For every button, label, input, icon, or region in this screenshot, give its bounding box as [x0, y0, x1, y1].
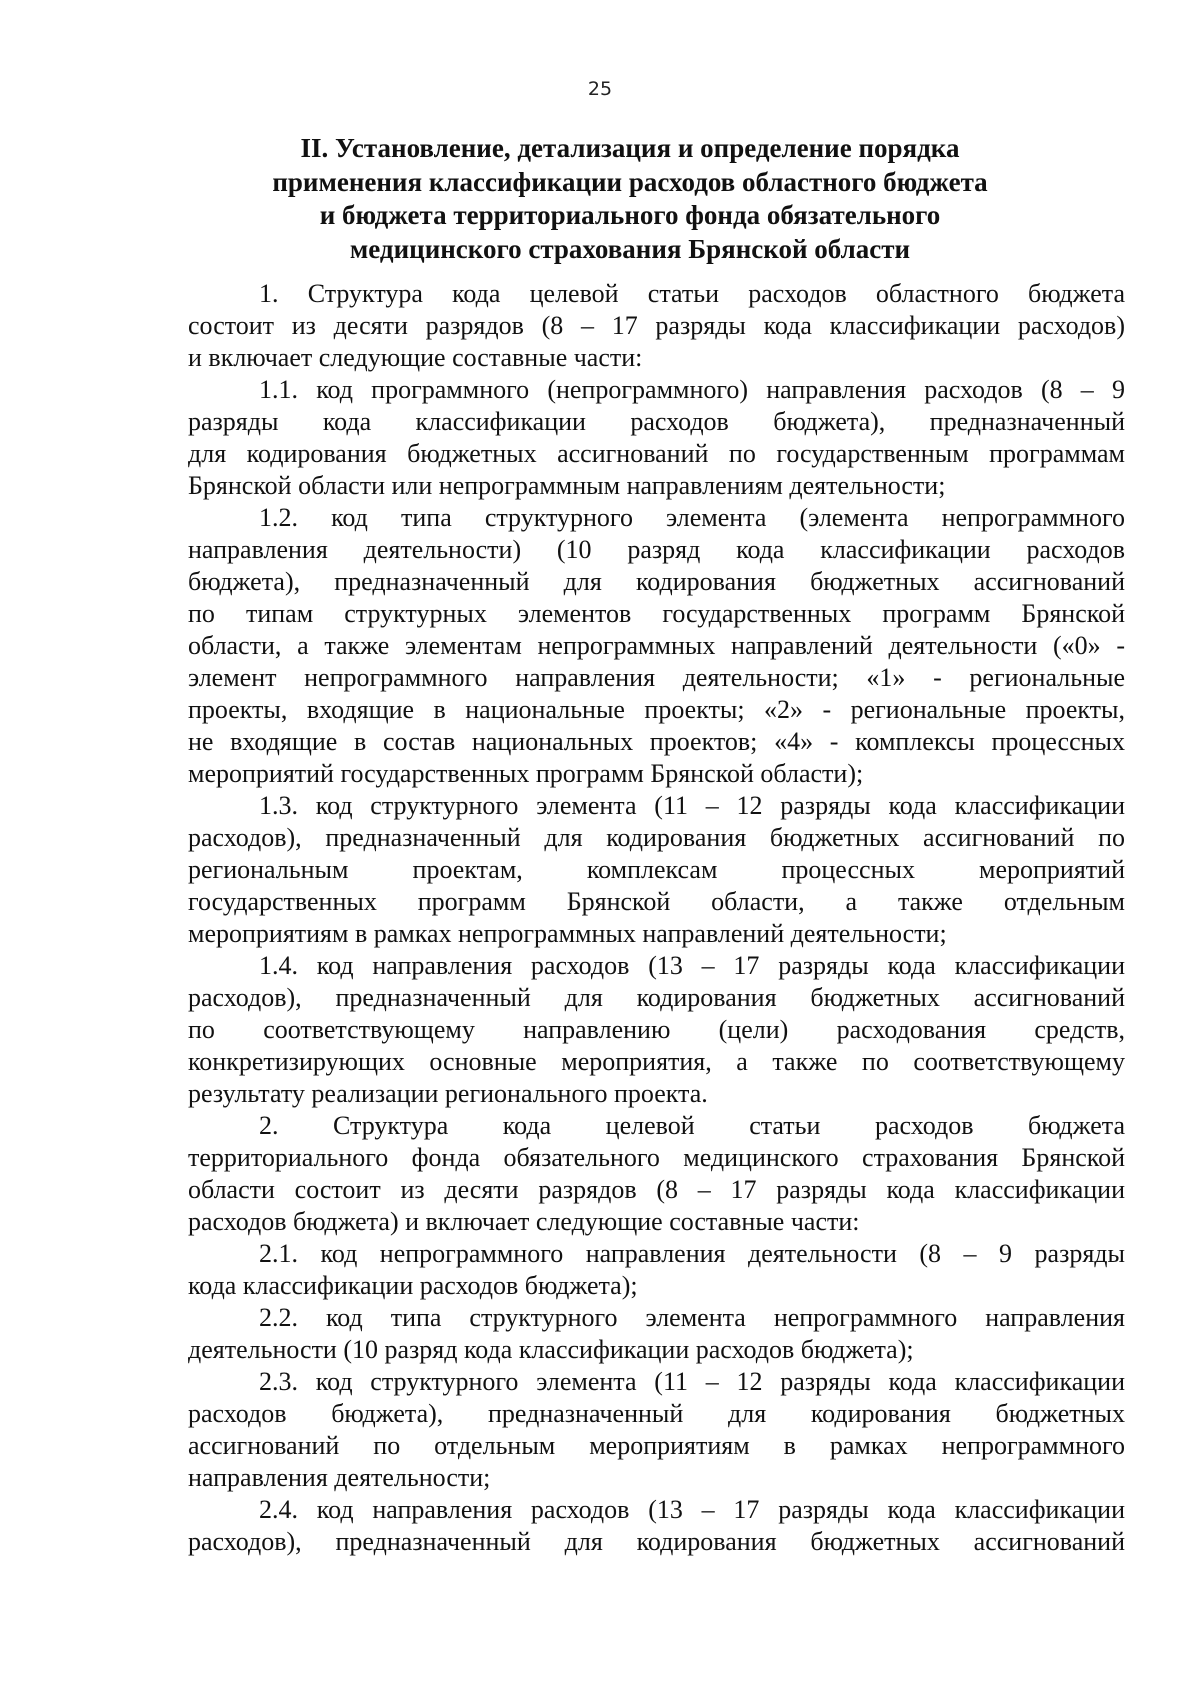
text-line: расходов), предназначенный для кодирования бюджетных ассигнований [188, 983, 1125, 1012]
text-line: 2.2. код типа структурного элемента непрограммного направления [259, 1303, 1125, 1332]
text-line: области, а также элементам непрограммных направлений деятельности («0» - [188, 631, 1125, 660]
text-line: проекты, входящие в национальные проекты; «2» - региональные проекты, [188, 695, 1125, 724]
text-line: для кодирования бюджетных ассигнований по государственным программам [188, 439, 1125, 468]
text-line: 1. Структура кода целевой статьи расходов областного бюджета [259, 279, 1125, 308]
text-line: ассигнований по отдельным мероприятиям в рамках непрограммного [188, 1431, 1125, 1460]
text-line: разряды кода классификации расходов бюджета), предназначенный [188, 407, 1125, 436]
text-line: 1.3. код структурного элемента (11 – 12 разряды кода классификации [259, 791, 1125, 820]
text-line: кода классификации расходов бюджета); [188, 1271, 638, 1300]
title-line: II. Установление, детализация и определение порядка [300, 133, 960, 163]
text-line: 2.4. код направления расходов (13 – 17 разряды кода классификации [259, 1495, 1125, 1524]
text-line: региональным проектам, комплексам процессных мероприятий [188, 855, 1125, 884]
page-number: 25 [587, 78, 613, 100]
title-line: применения классификации расходов областного бюджета [272, 166, 988, 197]
body-text [188, 278, 1125, 1558]
text-line: 1.2. код типа структурного элемента (элемента непрограммного [259, 503, 1125, 532]
text-line: мероприятиям в рамках непрограммных направлений деятельности; [188, 919, 947, 948]
text-line: по соответствующему направлению (цели) расходования средств, [188, 1015, 1125, 1044]
text-line: расходов бюджета) и включает следующие составные части: [188, 1207, 860, 1236]
text-line: 2. Структура кода целевой статьи расходов бюджета [259, 1111, 1125, 1140]
title-line: и бюджета территориального фонда обязательного [319, 200, 941, 230]
text-line: конкретизирующих основные мероприятия, а также по соответствующему [188, 1047, 1125, 1076]
text-line: 1.1. код программного (непрограммного) направления расходов (8 – 9 [259, 375, 1125, 404]
text-line: расходов), предназначенный для кодирования бюджетных ассигнований по [188, 823, 1125, 852]
text-line: 2.3. код структурного элемента (11 – 12 разряды кода классификации [259, 1367, 1125, 1396]
text-line: 1.4. код направления расходов (13 – 17 разряды кода классификации [259, 951, 1125, 980]
text-line: 2.1. код непрограммного направления деятельности (8 – 9 разряды [259, 1239, 1125, 1268]
section-title [190, 132, 1070, 266]
text-line: мероприятий государственных программ Брянской области); [188, 759, 864, 788]
text-line: области состоит из десяти разрядов (8 – 17 разряды кода классификации [188, 1175, 1125, 1204]
text-line: расходов), предназначенный для кодирования бюджетных ассигнований [188, 1527, 1125, 1556]
text-line: направления деятельности; [188, 1463, 491, 1492]
text-line: государственных программ Брянской области, а также отдельным [188, 887, 1125, 916]
text-line: расходов бюджета), предназначенный для кодирования бюджетных [188, 1399, 1125, 1428]
text-line: по типам структурных элементов государственных программ Брянской [188, 599, 1125, 628]
text-line: не входящие в состав национальных проектов; «4» - комплексы процессных [188, 727, 1125, 756]
text-line: элемент непрограммного направления деятельности; «1» - региональные [188, 663, 1125, 692]
text-line: результату реализации регионального проекта. [188, 1079, 708, 1108]
title-line: медицинского страхования Брянской области [349, 233, 911, 264]
text-line: территориального фонда обязательного медицинского страхования Брянской [188, 1143, 1125, 1172]
text-line: направления деятельности) (10 разряд кода классификации расходов [188, 535, 1125, 564]
text-line: и включает следующие составные части: [188, 343, 643, 372]
text-line: деятельности (10 разряд кода классификации расходов бюджета); [188, 1335, 914, 1364]
text-line: Брянской области или непрограммным направлениям деятельности; [188, 471, 946, 500]
text-line: бюджета), предназначенный для кодирования бюджетных ассигнований [188, 567, 1125, 596]
text-line: состоит из десяти разрядов (8 – 17 разряды кода классификации расходов) [188, 311, 1125, 340]
